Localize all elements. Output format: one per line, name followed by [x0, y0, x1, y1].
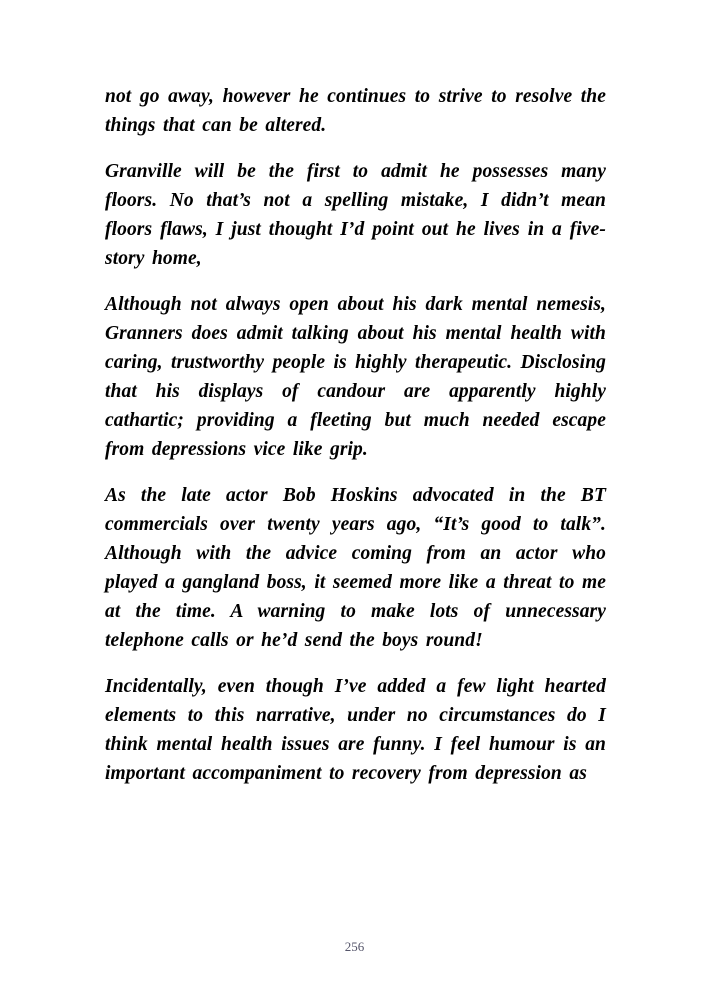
paragraph-2: Granville will be the first to admit he possesses many floors. No that’s not a spelling mistake, I didn’t mean floors flaws, I just thought I’d point out he lives in a five-story home, [105, 161, 606, 269]
body-text [105, 82, 606, 788]
paragraph-5: Incidentally, even though I’ve added a few light hearted elements to this narrative, under no circumstances do I think mental health issues are funny. I feel humour is an important accompaniment to recovery from depression as [105, 676, 606, 784]
page-number: 256 [344, 939, 365, 954]
page-footer [0, 938, 709, 956]
paragraph-4: As the late actor Bob Hoskins advocated in the BT commercials over twenty years ago, “It’s good to talk”. Although with the advice coming from an actor who played a gangland boss, it seemed more like a threat to me at the time. A warning to make lots of unnecessary telephone calls or he’d send the boys round! [105, 485, 606, 651]
paragraph-1: not go away, however he continues to strive to resolve the things that can be altered. [105, 86, 606, 136]
paragraph-3: Although not always open about his dark mental nemesis, Granners does admit talking about his mental health with caring, trustworthy people is highly therapeutic. Disclosing that his displays of candour are apparently highly cathartic; providing a fleeting but much needed escape from depressions vice like grip. [105, 294, 606, 460]
